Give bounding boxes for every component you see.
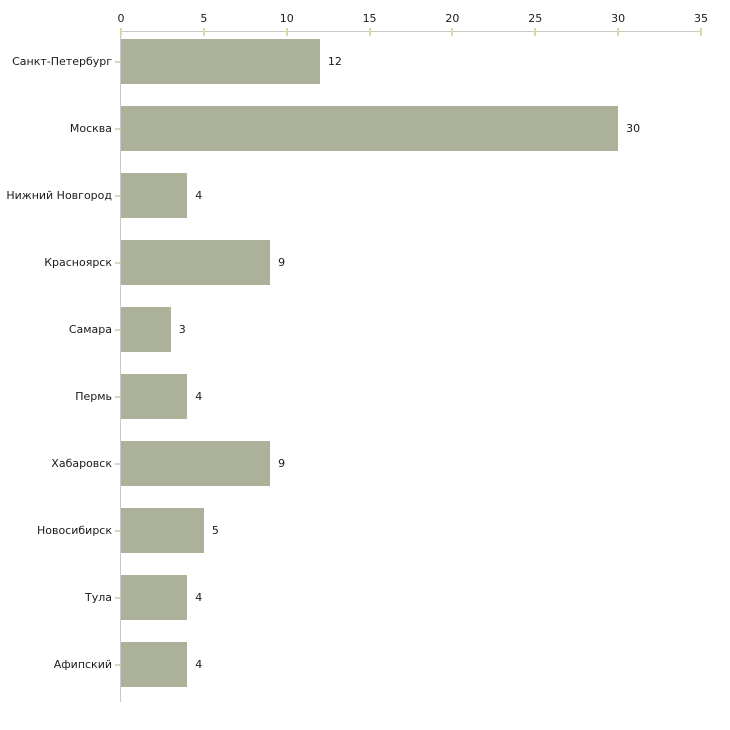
category-label: Самара xyxy=(68,323,112,336)
y-axis-tick-mark xyxy=(115,262,120,264)
y-axis-tick-mark xyxy=(115,530,120,532)
category-label: Пермь xyxy=(75,390,112,403)
bar xyxy=(121,39,320,84)
category-label: Нижний Новгород xyxy=(6,189,112,202)
bar xyxy=(121,240,270,285)
bar-row xyxy=(68,300,701,367)
x-axis-tick-label: 5 xyxy=(200,12,208,25)
value-label: 9 xyxy=(278,256,286,269)
bar xyxy=(121,307,171,352)
y-axis-tick-mark xyxy=(115,61,120,63)
y-axis-tick-mark xyxy=(115,664,120,666)
bar xyxy=(121,508,204,553)
value-label: 30 xyxy=(626,122,641,135)
plot-area xyxy=(6,12,708,702)
bar-row xyxy=(53,635,701,702)
bar-row xyxy=(36,501,701,568)
y-axis-tick-mark xyxy=(115,396,120,398)
x-axis-tick-label: 15 xyxy=(362,12,377,25)
category-label: Новосибирск xyxy=(36,524,112,537)
bar-row xyxy=(12,32,701,99)
value-label: 3 xyxy=(178,323,186,336)
bar-row xyxy=(75,367,701,434)
value-label: 4 xyxy=(195,390,203,403)
value-label: 4 xyxy=(195,591,203,604)
x-axis-tick-label: 20 xyxy=(445,12,460,25)
category-label: Афипский xyxy=(53,658,112,671)
bar xyxy=(121,441,270,486)
x-axis-tick-label: 0 xyxy=(117,12,125,25)
value-label: 5 xyxy=(211,524,219,537)
bar-row xyxy=(44,233,701,300)
category-label: Москва xyxy=(69,122,112,135)
bar-row xyxy=(6,166,701,233)
bar-row xyxy=(84,568,701,635)
value-label: 4 xyxy=(195,658,203,671)
bar xyxy=(121,575,187,620)
y-axis-tick-mark xyxy=(115,597,120,599)
bar xyxy=(121,374,187,419)
bar-row xyxy=(51,434,701,501)
x-axis-tick-label: 25 xyxy=(528,12,543,25)
category-label: Санкт-Петербург xyxy=(12,55,112,68)
y-axis-tick-mark xyxy=(115,195,120,197)
value-label: 9 xyxy=(278,457,286,470)
x-axis-tick-label: 35 xyxy=(694,12,708,25)
x-axis-tick-label: 10 xyxy=(279,12,294,25)
bar xyxy=(121,642,187,687)
value-label: 4 xyxy=(195,189,203,202)
value-label: 12 xyxy=(327,55,342,68)
y-axis-tick-mark xyxy=(115,128,120,130)
y-axis-tick-mark xyxy=(115,329,120,331)
x-axis-tick-label: 30 xyxy=(611,12,626,25)
y-axis-tick-mark xyxy=(115,463,120,465)
bar xyxy=(121,106,618,151)
category-label: Красноярск xyxy=(44,256,112,269)
bar xyxy=(121,173,187,218)
category-label: Тула xyxy=(84,591,112,604)
category-label: Хабаровск xyxy=(51,457,112,470)
bar-row xyxy=(69,99,701,166)
